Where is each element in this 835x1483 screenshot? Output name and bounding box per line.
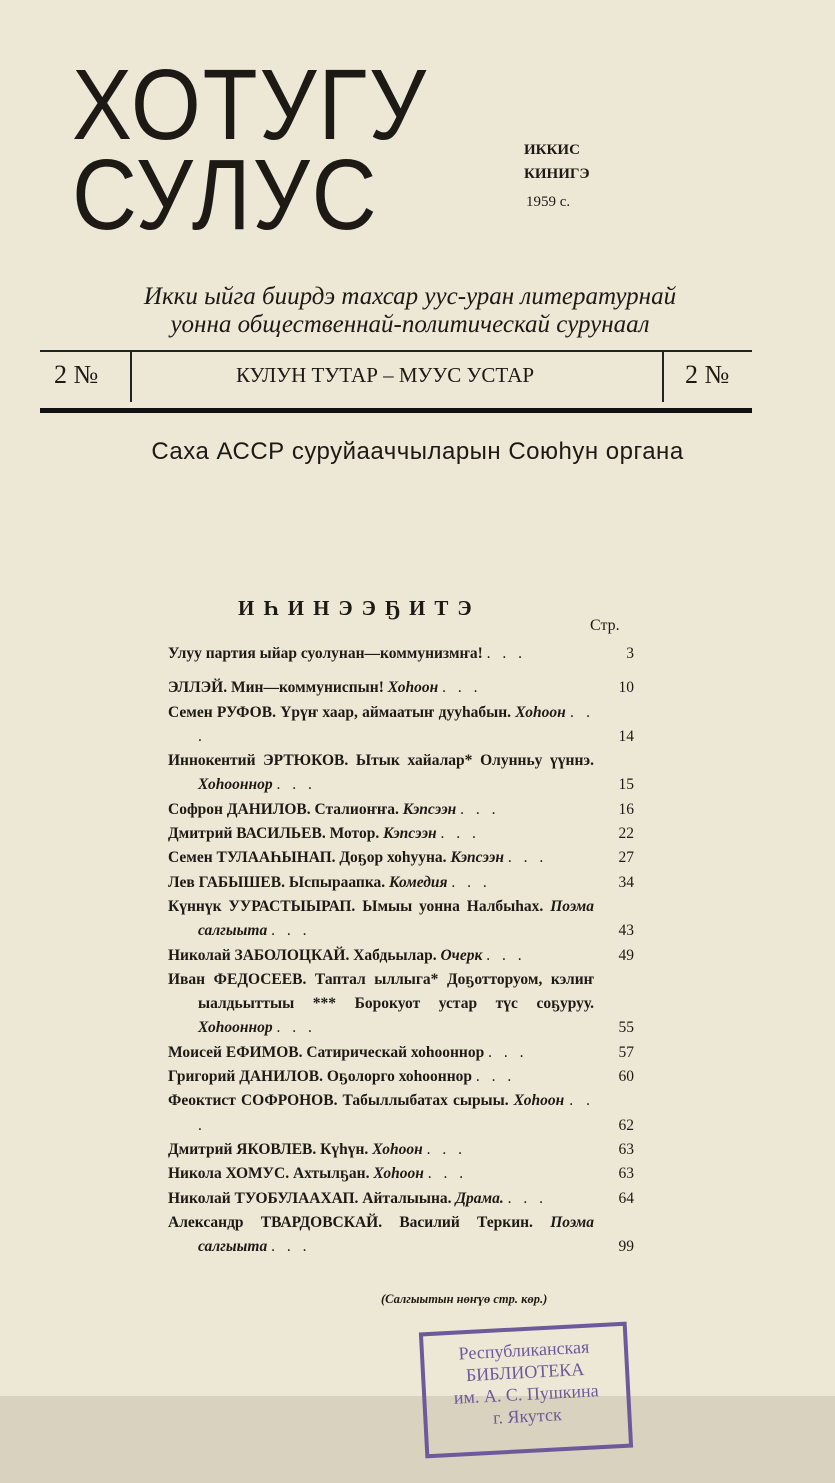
leader-dots: . . . <box>442 679 482 697</box>
entry-page: 62 <box>618 1116 634 1134</box>
year-label: ИККИС <box>524 142 580 158</box>
organ-line: Саха АССР суруйааччыларын Союһун органа <box>151 438 684 465</box>
entry-page: 60 <box>618 1068 634 1086</box>
entry-genre: Хоһоон <box>373 1165 424 1183</box>
entry-title: Семен ТУЛААҺЫНАП. Доҕор хоһууна. <box>168 849 447 867</box>
toc-entry <box>168 846 634 870</box>
issue-months: КУЛУН ТУТАР – МУУС УСТАР <box>235 363 535 387</box>
entry-page: 16 <box>618 800 634 818</box>
issue-number-right: 2 № <box>685 360 730 389</box>
leader-dots: . . . <box>276 776 316 794</box>
entry-genre: Драма. <box>455 1189 504 1207</box>
entry-page: 63 <box>618 1165 634 1183</box>
leader-dots: . . . <box>198 703 595 745</box>
toc-entry <box>168 895 634 944</box>
entry-title: ЭЛЛЭЙ. Мин—коммуниспын! <box>168 679 384 697</box>
entry-title: Александр ТВАРДОВСКАЙ. Василий Теркин. <box>168 1213 533 1231</box>
entry-title: Улуу партия ыйар суолунан—коммунизмҥа! <box>168 645 483 662</box>
divider <box>662 352 664 402</box>
entry-page: 15 <box>618 776 634 794</box>
stamp-line: БИБЛИОТЕКА <box>465 1359 585 1386</box>
entry-genre: Хоһоон <box>387 679 439 697</box>
leader-dots: . . . <box>507 849 548 867</box>
book-label: КИНИГЭ <box>524 166 590 182</box>
entry-page: 3 <box>626 645 634 662</box>
leader-dots: . . . <box>460 800 500 818</box>
entry-genre: Поэма салгыыта <box>198 1213 595 1256</box>
leader-dots: . . . <box>507 1189 548 1207</box>
entry-page: 27 <box>618 849 634 867</box>
toc-entry <box>168 822 634 846</box>
leader-dots: . . . <box>488 1043 528 1061</box>
toc-entry <box>168 749 634 798</box>
toc-entry <box>168 1089 634 1138</box>
entry-title: Николай ТУОБУЛААХАП. Айталыына. <box>168 1189 452 1207</box>
toc-entry <box>168 798 634 822</box>
leader-dots: . . . <box>440 825 480 843</box>
year: 1959 с. <box>526 194 571 210</box>
entry-title: Софрон ДАНИЛОВ. Сталиоҥҥа. <box>168 800 399 818</box>
entry-title: Дмитрий ВАСИЛЬЕВ. Мотор. <box>168 825 380 843</box>
toc-entry <box>168 968 634 1041</box>
entry-genre: Хоһоон <box>513 1092 565 1110</box>
toc-entry <box>168 1187 634 1211</box>
leader-dots: . . . <box>486 645 526 662</box>
entry-title: Күннүк УУРАСТЫЫРАП. Ымыы уонна Налбыһах. <box>168 897 544 915</box>
lower-section <box>0 642 835 1483</box>
entry-page: 63 <box>618 1140 634 1158</box>
toc-entry <box>168 642 634 666</box>
stamp-line: Республиканская <box>458 1337 590 1364</box>
entry-genre: Кэпсээн <box>402 800 457 818</box>
toc-entry <box>168 1065 634 1089</box>
issue-number-left: 2 № <box>54 360 99 389</box>
entry-genre: Хоһоон <box>515 703 566 721</box>
entry-genre: Хоһооннор <box>198 1019 273 1037</box>
entry-page: 34 <box>618 873 634 891</box>
toc-entry <box>168 676 634 700</box>
entry-page: 49 <box>618 946 634 964</box>
toc-entry <box>168 1211 634 1260</box>
leader-dots: . . . <box>426 1140 466 1158</box>
leader-dots: . . . <box>451 873 491 891</box>
leader-dots: . . . <box>276 1019 316 1037</box>
entry-page: 10 <box>618 679 634 697</box>
entry-page: 55 <box>618 1019 634 1037</box>
entry-genre: Кэпсээн <box>450 849 504 867</box>
journal-title-line1: ХОТУГУ <box>72 49 428 161</box>
toc-entry <box>168 1162 634 1186</box>
spacer <box>168 666 634 676</box>
stamp-line: им. А. С. Пушкина <box>453 1380 600 1409</box>
entry-title: Иван ФЕДОСЕЕВ. Таптал ыллыга* Доҕотторуом, кэлиҥ ыалдьыттыы *** Борокуот устар түс соҕуруу. <box>168 970 594 1013</box>
leader-dots: . . . <box>271 1238 311 1256</box>
leader-dots: . . . <box>475 1068 516 1086</box>
entry-title: Дмитрий ЯКОВЛЕВ. Күһүн. <box>168 1140 369 1158</box>
page-column-header: Стр. <box>590 617 620 634</box>
leader-dots: . . . <box>198 1092 594 1134</box>
toc-entry <box>168 944 634 968</box>
entry-page: 99 <box>618 1238 634 1256</box>
leader-dots: . . . <box>271 922 311 940</box>
subtitle-line2: уонна общественнай-политическай сурунаал <box>170 311 650 338</box>
entry-genre: Поэма салгыыта <box>198 897 595 940</box>
entry-page: 57 <box>618 1043 634 1061</box>
entry-genre: Комедия <box>389 873 448 891</box>
toc-entry <box>168 1041 634 1065</box>
entry-title: Иннокентий ЭРТЮКОВ. Ытык хайалар* Олунньу үүннэ. <box>168 752 594 770</box>
toc-entry <box>168 701 634 750</box>
entry-title: Никола ХОМУС. Ахтылҕан. <box>168 1165 370 1183</box>
entry-page: 22 <box>618 825 634 843</box>
entry-title: Семен РУФОВ. Үрүҥ хаар, аймаатыҥ дууһабын. <box>168 703 512 721</box>
entry-title: Григорий ДАНИЛОВ. Оҕолорго хоһооннор <box>168 1068 473 1086</box>
entry-page: 43 <box>618 922 634 940</box>
entry-page: 64 <box>618 1189 634 1207</box>
stamp-line: г. Якутск <box>492 1404 563 1429</box>
toc-entry <box>168 1138 634 1162</box>
issue-bar <box>40 350 752 413</box>
entry-genre: Хоһооннор <box>198 776 273 794</box>
toc-heading: ИҺИНЭЭҔИТЭ <box>238 596 481 620</box>
entry-title: Николай ЗАБОЛОЦКАЙ. Хабдьылар. <box>168 946 437 964</box>
library-stamp <box>419 1322 633 1459</box>
entry-title: Моисей ЕФИМОВ. Сатирическай хоһооннор <box>168 1043 485 1061</box>
continued-note: (Салгыытын нөҥүө стр. көр.) <box>381 1292 548 1307</box>
entry-genre: Хоһоон <box>372 1140 423 1158</box>
leader-dots: . . . <box>427 1165 468 1183</box>
subtitle <box>40 283 780 339</box>
subtitle-line1: Икки ыйга биирдэ тахсар уус-уран литературнай <box>143 283 677 310</box>
entry-genre: Кэпсээн <box>383 825 437 843</box>
entry-title: Лев ГАБЫШЕВ. Ыспыраапка. <box>168 873 386 891</box>
divider <box>130 352 132 402</box>
toc-entry <box>168 871 634 895</box>
entry-genre: Очерк <box>440 946 483 964</box>
journal-title-line2: СУЛУС <box>72 139 379 251</box>
entry-title: Феоктист СОФРОНОВ. Табыллыбатах сырыы. <box>168 1092 509 1110</box>
leader-dots: . . . <box>486 946 526 964</box>
table-of-contents <box>168 642 634 1259</box>
entry-page: 14 <box>618 727 634 745</box>
